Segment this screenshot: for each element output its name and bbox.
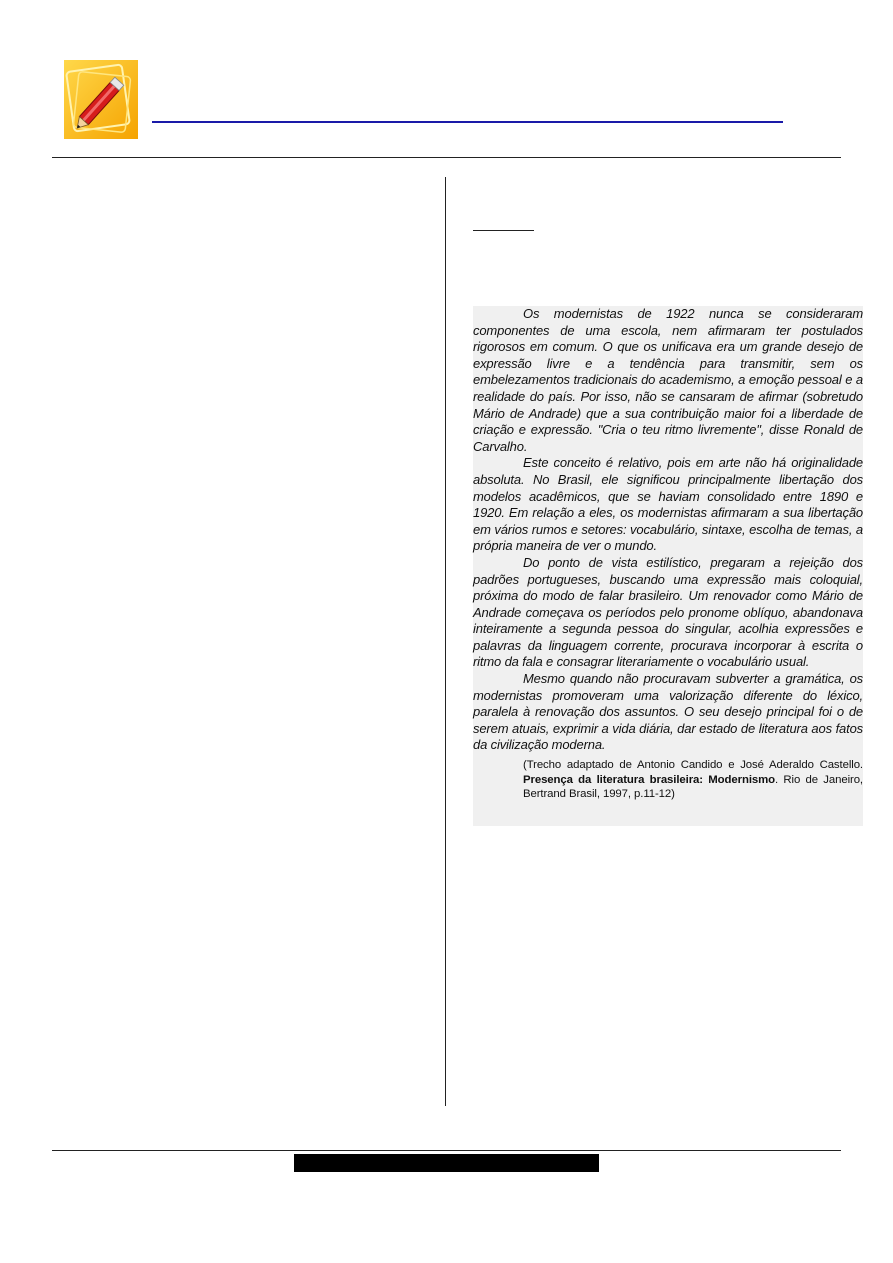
excerpt-paragraph-1: Os modernistas de 1922 nunca se consideraram componentes de uma escola, nem afirmaram ter postulados rigorosos em comum. O que os unificava era um grande desejo de expressão livre e a tendência para transmitir, sem os embelezamentos tradicionais do academismo, a emoção pessoal e a realidade do país. Por isso, não se cansaram de afirmar (sobretudo Mário de Andrade) que a sua contribuição maior foi a liberdade de criação e expressão. "Cria o teu ritmo livremente", disse Ronald de Carvalho. xyxy=(473,306,863,454)
excerpt-paragraph-2: Este conceito é relativo, pois em arte não há originalidade absoluta. No Brasil, ele significou principalmente libertação dos modelos acadêmicos, que se haviam consolidado entre 1890 e 1920. Em relação a eles, os modernistas afirmaram a sua libertação em vários rumos e setores: vocabulário, sintaxe, escolha de temas, a própria maneira de ver o mundo. xyxy=(473,455,863,554)
excerpt-paragraph-3: Do ponto de vista estilístico, pregaram a rejeição dos padrões portugueses, buscando uma expressão mais coloquial, próxima do modo de falar brasileiro. Um renovador como Mário de Andrade começava os períodos pelo pronome oblíquo, abandonava inteiramente a segunda pessoa do singular, acolhia expressões e palavras da linguagem corrente, procurava incorporar à escrita o ritmo da fala e consagrar literariamente o vocabulário usual. xyxy=(473,554,863,670)
citation-prefix: (Trecho adaptado de Antonio Candido e José Aderaldo Castello. xyxy=(523,759,863,772)
excerpt-citation xyxy=(523,758,863,802)
pencil-notepad-icon xyxy=(64,60,138,139)
citation-title: Presença da literatura brasileira: Modernismo xyxy=(523,773,776,786)
blank-underline xyxy=(473,230,534,231)
footer-bar xyxy=(294,1154,599,1172)
header-blue-line xyxy=(152,121,783,123)
header-rule xyxy=(52,157,841,158)
excerpt-paragraph-4: Mesmo quando não procuravam subverter a gramática, os modernistas promoveram uma valorização diferente do léxico, paralela à renovação dos assuntos. O seu desejo principal foi o de serem atuais, exprimir a vida diária, dar estado de literatura aos fatos da civilização moderna. xyxy=(473,671,863,753)
citation-suffix: . Rio de Janeiro, Bertrand Brasil, 1997, p.11-12) xyxy=(523,773,863,801)
footer-rule xyxy=(52,1150,841,1151)
column-divider xyxy=(445,177,446,1106)
text-excerpt xyxy=(473,306,863,826)
